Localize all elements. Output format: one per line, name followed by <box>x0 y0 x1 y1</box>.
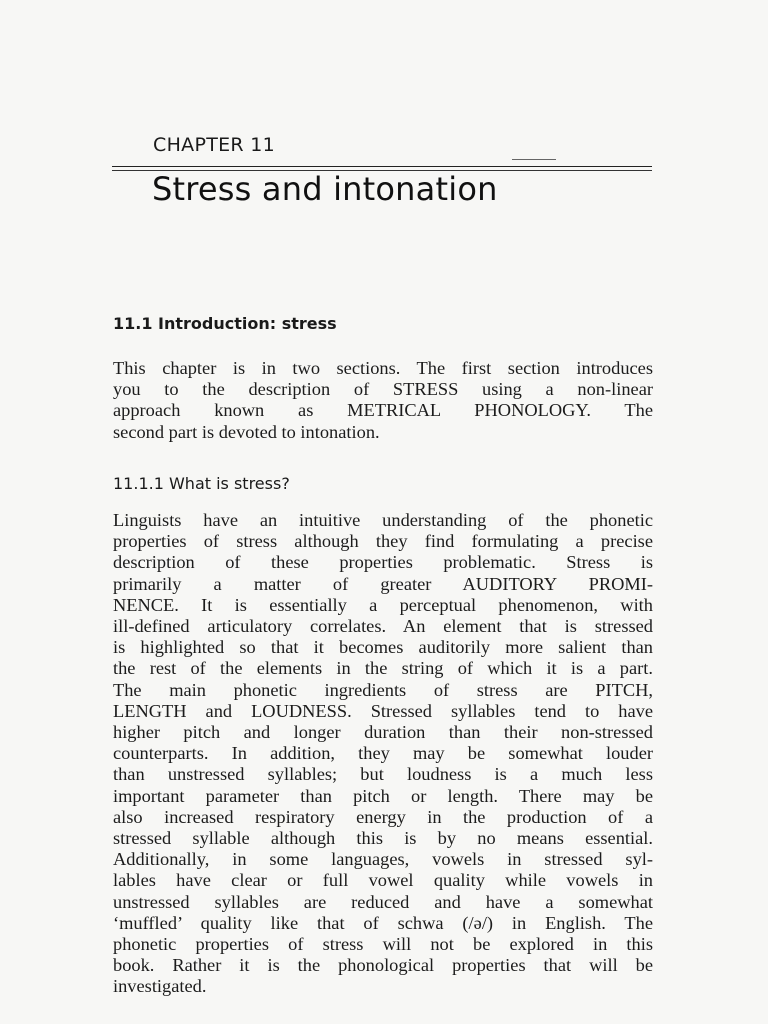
intro-paragraph <box>113 358 653 443</box>
chapter-title: Stress and intonation <box>152 170 498 208</box>
paragraph-line: also increased respiratory energy in the production of a <box>113 806 653 827</box>
paragraph-line: description of these properties problematic. Stress is <box>113 552 653 573</box>
paragraph-line: than unstressed syllables; but loudness is a much less <box>113 764 653 785</box>
paragraph-line: counterparts. In addition, they may be somewhat louder <box>113 743 653 764</box>
paragraph-line: This chapter is in two sections. The first section introduces <box>113 358 653 378</box>
paragraph-line: is highlighted so that it becomes auditorily more salient than <box>113 637 653 658</box>
paragraph-line: Linguists have an intuitive understanding of the phonetic <box>113 510 653 530</box>
paragraph-line: second part is devoted to intonation. <box>113 421 380 442</box>
paragraph-line: ill-defined articulatory correlates. An element that is stressed <box>113 616 653 637</box>
chapter-label: CHAPTER 11 <box>153 134 276 156</box>
subsection-heading: 11.1.1 What is stress? <box>113 474 290 493</box>
paragraph-line: higher pitch and longer duration than their non-stressed <box>113 722 653 743</box>
stress-paragraph <box>113 510 653 998</box>
paragraph-line: the rest of the elements in the string of which it is a part. <box>113 658 653 679</box>
chapter-rule-top <box>112 166 652 167</box>
paragraph-line: you to the description of STRESS using a non-linear <box>113 379 653 400</box>
paragraph-line: LENGTH and LOUDNESS. Stressed syllables tend to have <box>113 700 653 721</box>
decorative-rule-mark <box>512 159 556 160</box>
paragraph-line: Additionally, in some languages, vowels in stressed syl- <box>113 849 653 870</box>
paragraph-line: important parameter than pitch or length. There may be <box>113 785 653 806</box>
paragraph-line: approach known as METRICAL PHONOLOGY. The <box>113 400 653 421</box>
paragraph-line: primarily a matter of greater AUDITORY PROMI- <box>113 573 653 594</box>
paragraph-line: properties of stress although they find formulating a precise <box>113 531 653 552</box>
paragraph-line: The main phonetic ingredients of stress are PITCH, <box>113 679 653 700</box>
paragraph-line: investigated. <box>113 976 207 997</box>
paragraph-line: stressed syllable although this is by no means essential. <box>113 828 653 849</box>
section-heading: 11.1 Introduction: stress <box>113 314 337 333</box>
paragraph-line: unstressed syllables are reduced and have a somewhat <box>113 891 653 912</box>
paragraph-line: phonetic properties of stress will not be explored in this <box>113 934 653 955</box>
paragraph-line: book. Rather it is the phonological properties that will be <box>113 955 653 976</box>
paragraph-line: ‘muffled’ quality like that of schwa (/ə/) in English. The <box>113 912 653 933</box>
paragraph-line: NENCE. It is essentially a perceptual phenomenon, with <box>113 594 653 615</box>
paragraph-line: lables have clear or full vowel quality while vowels in <box>113 870 653 891</box>
